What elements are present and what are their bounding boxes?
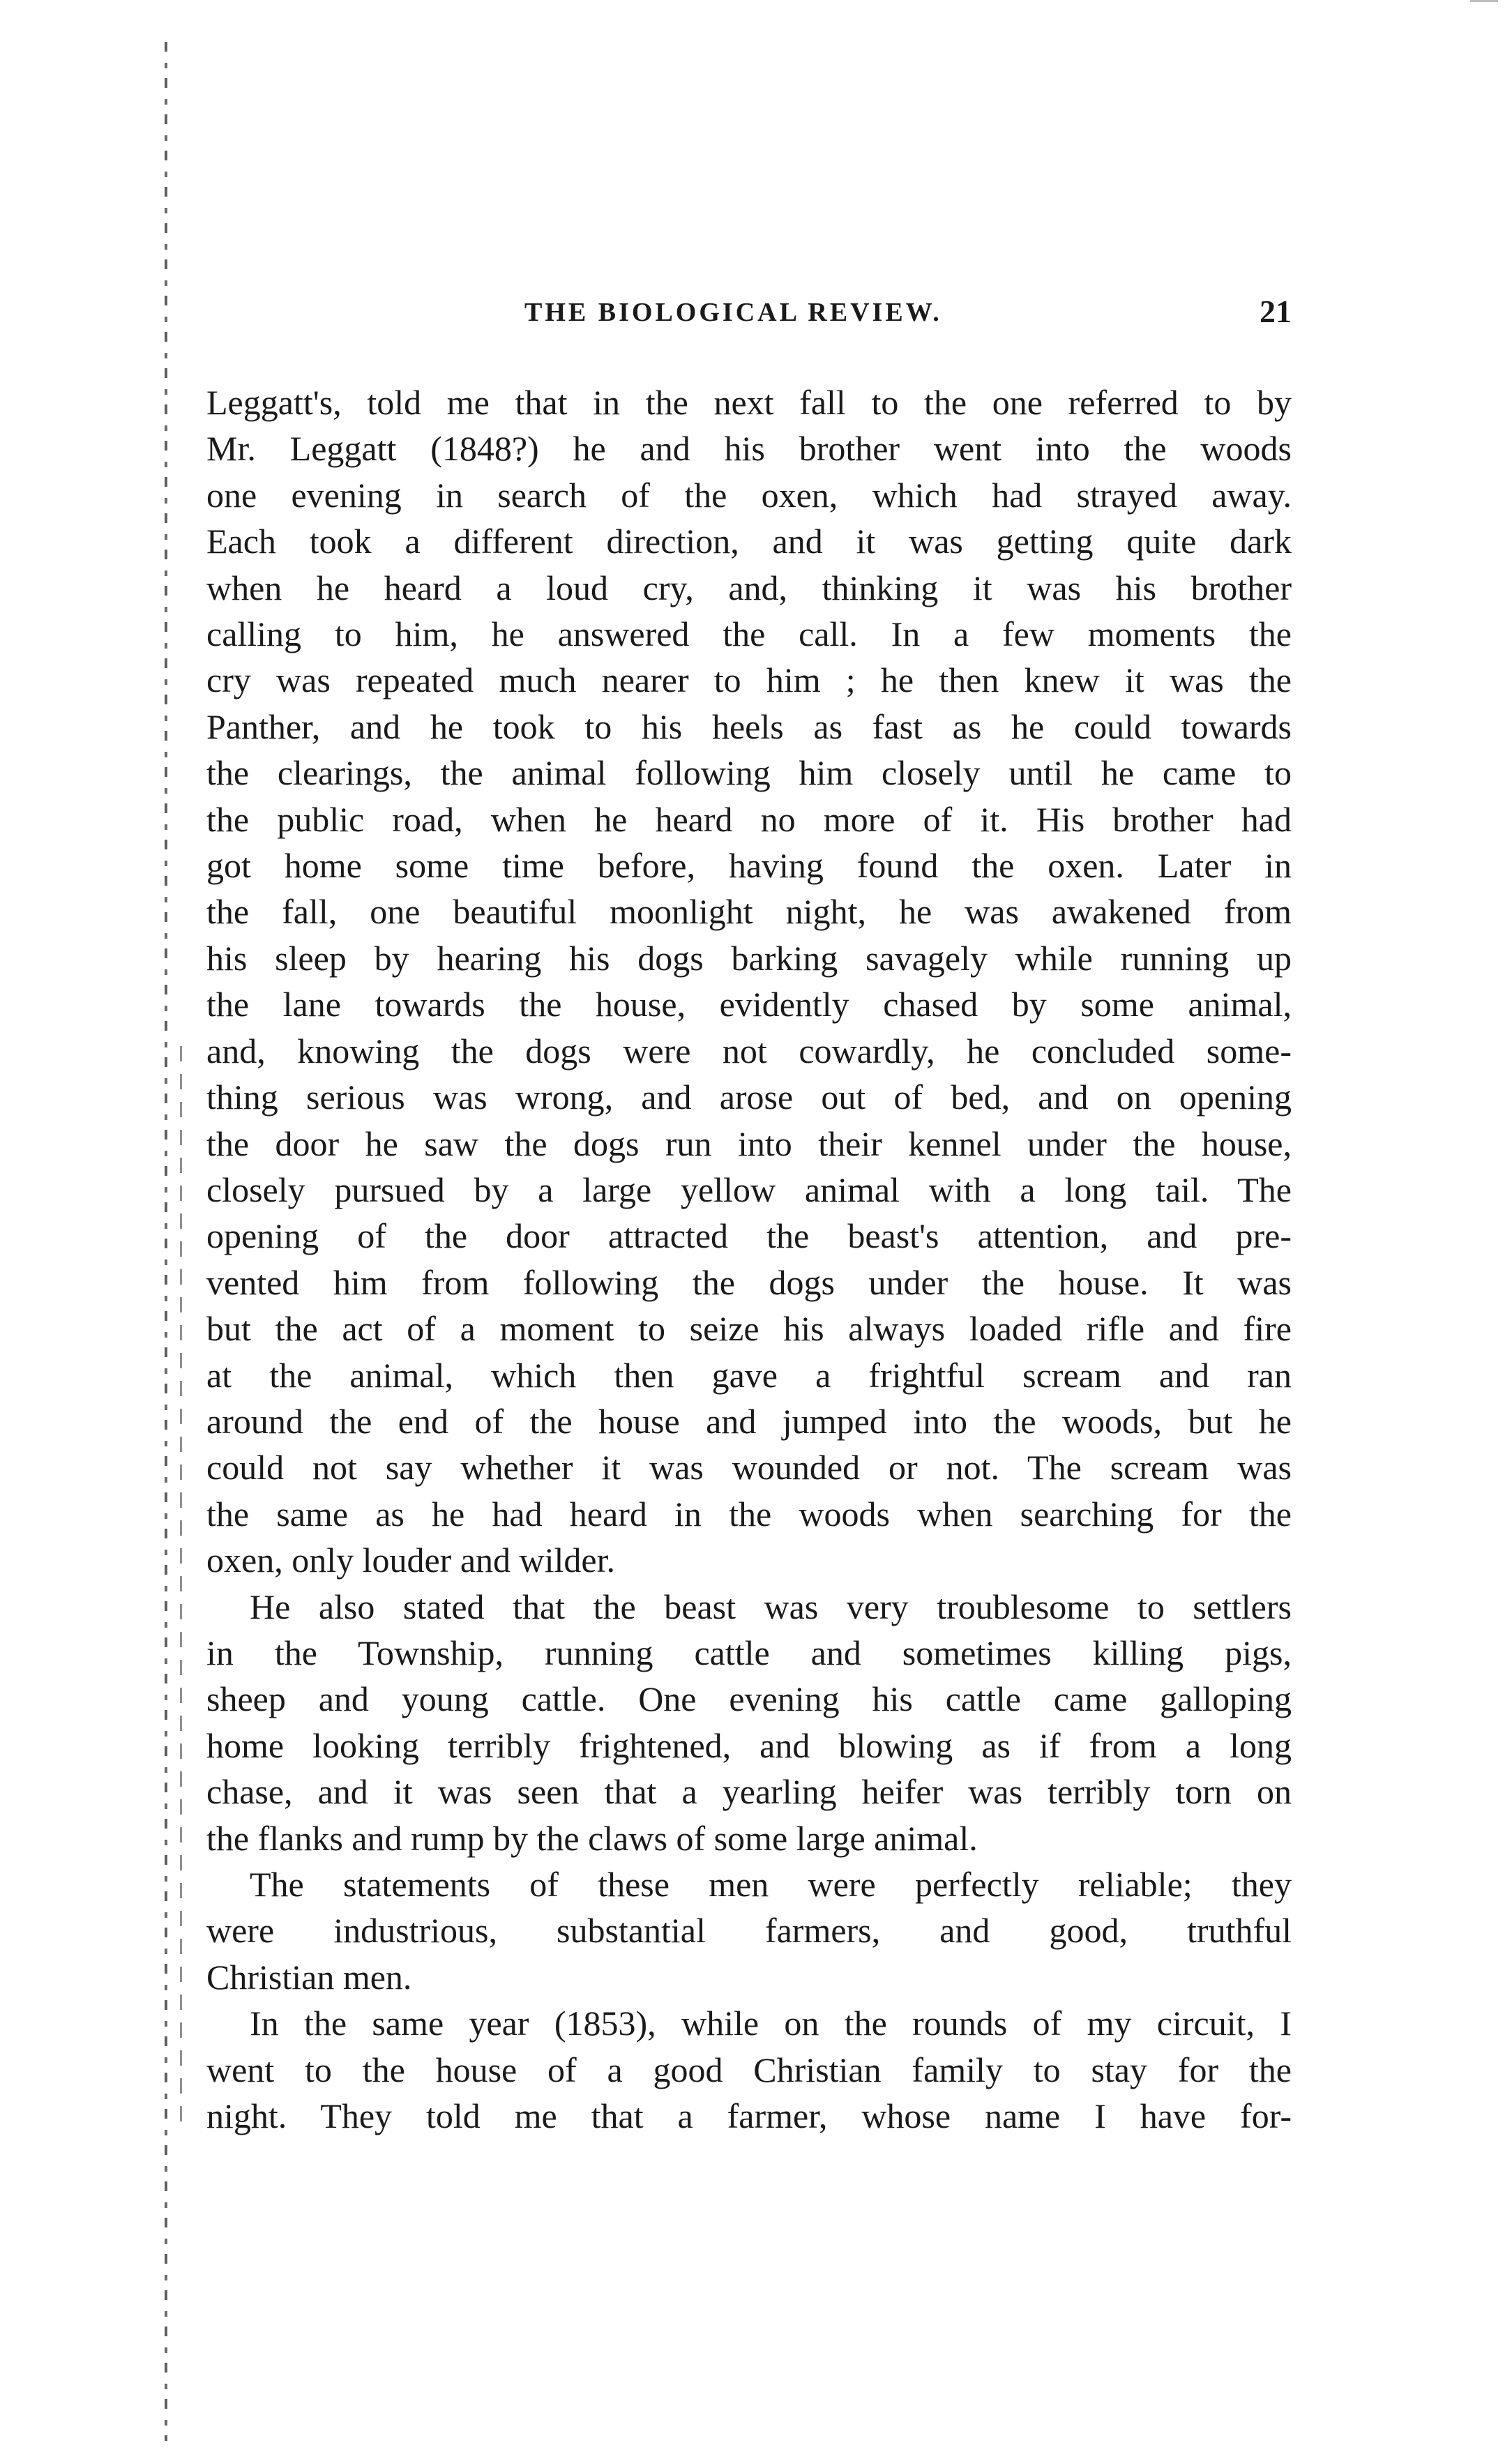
text-line: calling to him, he answered the call. In a few moments the [206,614,1292,654]
running-title: THE BIOLOGICAL REVIEW. [524,298,942,327]
text-line: Mr. Leggatt (1848?) he and his brother went into the woods [206,429,1292,469]
text-line: oxen, only louder and wilder. [206,1541,615,1580]
body-text [206,379,1292,2139]
paragraph [206,2000,1292,2139]
text-line: thing serious was wrong, and arose out of bed, and on opening [206,1077,1292,1117]
text-line: the fall, one beautiful moonlight night, he was awakened from [206,892,1292,932]
text-line: chase, and it was seen that a yearling heifer was terribly torn on [206,1772,1292,1812]
text-line: night. They told me that a farmer, whose name I have for- [206,2096,1292,2136]
text-line: cry was repeated much nearer to him ; he then knew it was the [206,660,1292,700]
paragraph [206,379,1292,1584]
paragraph [206,1584,1292,1861]
text-line: sheep and young cattle. One evening his cattle came galloping [206,1679,1292,1719]
text-line: vented him from following the dogs under the house. It was [206,1262,1292,1302]
binding-edge-inner [180,1046,182,2134]
text-line: his sleep by hearing his dogs barking savagely while running up [206,938,1292,978]
text-line: but the act of a moment to seize his always loaded rifle and fire [206,1309,1292,1349]
text-line: one evening in search of the oxen, which had strayed away. [206,475,1292,515]
text-line: around the end of the house and jumped into the woods, but he [206,1401,1292,1441]
text-line: the clearings, the animal following him closely until he came to [206,753,1292,793]
text-line: Panther, and he took to his heels as fast as he could towards [206,706,1292,746]
text-line: the lane towards the house, evidently chased by some animal, [206,985,1292,1024]
text-line: opening of the door attracted the beast's attention, and pre- [206,1216,1292,1256]
text-line: in the Township, running cattle and sometimes killing pigs, [206,1633,1292,1672]
text-line: were industrious, substantial farmers, and good, truthful [206,1911,1292,1951]
text-line: Leggatt's, told me that in the next fall to the one referred to by [206,383,1292,422]
paragraph [206,1861,1292,2000]
text-line: could not say whether it was wounded or not. The scream was [206,1448,1292,1488]
text-line: at the animal, which then gave a frightful scream and ran [206,1355,1292,1395]
corner-mark [1470,0,1498,2]
text-line: The statements of these men were perfectly reliable; they [250,1865,1292,1904]
page-number: 21 [1260,294,1292,329]
text-line: went to the house of a good Christian family to stay for the [206,2050,1292,2089]
text-line: In the same year (1853), while on the rounds of my circuit, I [250,2004,1292,2043]
running-head [206,293,1292,335]
text-line: Each took a different direction, and it was getting quite dark [206,522,1292,561]
book-page [206,293,1292,2139]
text-line: closely pursued by a large yellow animal with a long tail. The [206,1170,1292,1209]
text-line: home looking terribly frightened, and blowing as if from a long [206,1725,1292,1765]
text-line: Christian men. [206,1957,412,1997]
text-line: got home some time before, having found the oxen. Later in [206,846,1292,886]
text-line: and, knowing the dogs were not cowardly, he concluded some- [206,1031,1292,1070]
text-line: when he heard a loud cry, and, thinking it was his brother [206,568,1292,607]
text-line: the flanks and rump by the claws of some large animal. [206,1818,978,1858]
text-line: the door he saw the dogs run into their kennel under the house, [206,1123,1292,1163]
text-line: He also stated that the beast was very troublesome to settlers [250,1587,1292,1626]
text-line: the public road, when he heard no more of it. His brother had [206,799,1292,839]
text-line: the same as he had heard in the woods when searching for the [206,1494,1292,1534]
binding-edge-left [165,42,167,2441]
